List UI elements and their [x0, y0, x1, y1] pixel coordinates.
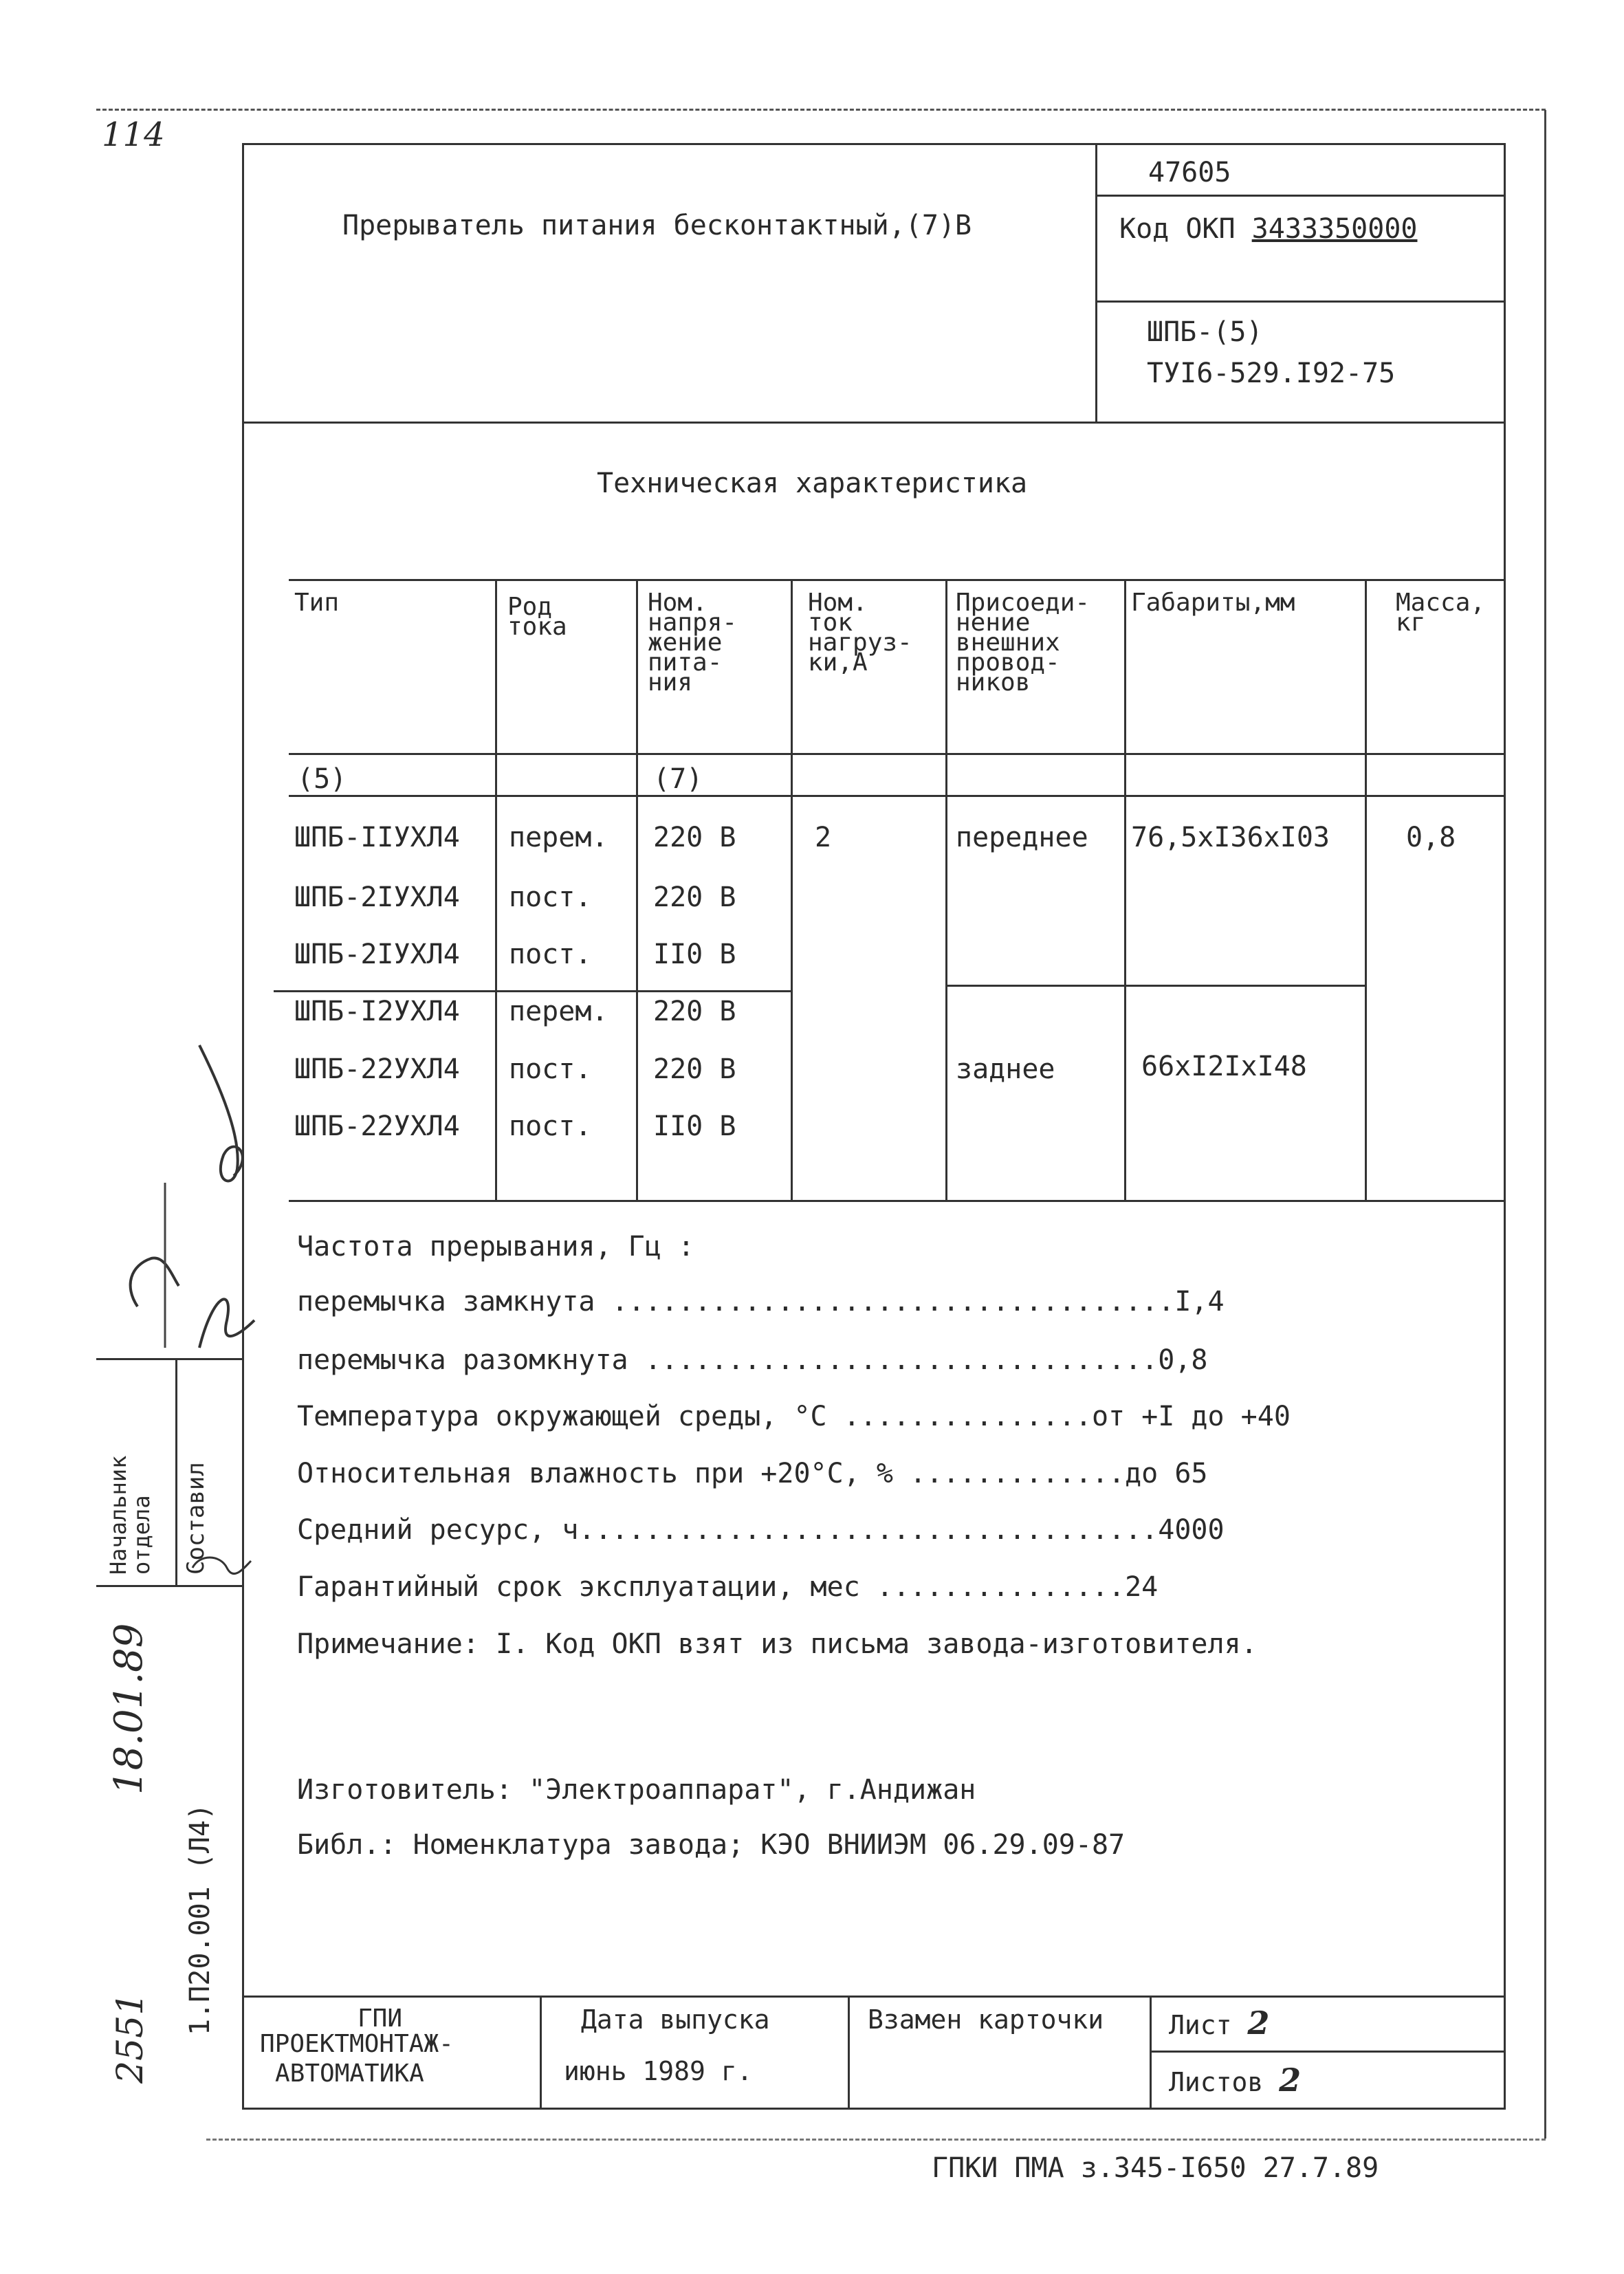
document-title: Прерыватель питания бесконтактный,(7)В: [342, 210, 972, 241]
footer-org-line: ПРОЕКТМОНТАЖ-: [260, 2030, 454, 2058]
margin-inv-number: 2551: [110, 1992, 151, 2084]
replaces-card-label: Взамен карточки: [868, 2004, 1104, 2035]
signature-marks: [96, 963, 261, 1685]
header-current-kind: Род тока: [507, 593, 567, 641]
header-dimensions: Габариты,мм: [1131, 589, 1295, 617]
sheets-count: [1169, 2062, 1301, 2099]
header-line-2: [1095, 300, 1504, 303]
table-cell-type: ШПБ-I2УХЛ4: [294, 996, 460, 1027]
table-group-divider-right: [945, 985, 1365, 987]
signature-stroke: [193, 1557, 251, 1574]
table-cell-voltage: II0 В: [653, 939, 736, 970]
table-cell-voltage: 220 В: [653, 882, 736, 913]
table-cell-current: перем.: [509, 822, 608, 853]
table-cell-current: перем.: [509, 996, 608, 1027]
header-divider: [1095, 143, 1097, 424]
sheet-value: 2: [1247, 2004, 1270, 2042]
connection-front: переднее: [956, 822, 1088, 853]
header-line-1: [1095, 195, 1504, 197]
footer-col-1: [540, 1996, 542, 2108]
spec-line: Гарантийный срок эксплуатации, мес ...............24: [297, 1571, 1159, 1603]
signature-stroke: [131, 1258, 179, 1307]
load-current-value: 2: [815, 822, 832, 853]
product-designation: ШПБ-(5): [1147, 316, 1263, 348]
header-bottom: [242, 422, 1506, 424]
bottom-stamp: ГПКИ ПМА з.345-I650 27.7.89: [932, 2152, 1379, 2184]
signature-stroke: [199, 1045, 243, 1181]
spec-line: Относительная влажность при +20°С, % .............до 65: [297, 1458, 1208, 1489]
header-type: Тип: [294, 589, 340, 617]
table-col-2: [636, 579, 638, 1200]
sheets-label: Листов: [1169, 2067, 1264, 2097]
signature-stroke: [199, 1299, 254, 1348]
section-title: Техническая характеристика: [597, 468, 1028, 499]
note-line: Примечание: I. Код ОКП взят из письма завода-изготовителя.: [297, 1628, 1258, 1660]
param-type: (5): [297, 763, 347, 795]
table-col-1: [495, 579, 497, 1200]
footer-org-line: ГПИ: [358, 2004, 403, 2033]
spec-line: перемычка замкнута ..................................I,4: [297, 1286, 1225, 1318]
table-col-5: [1124, 579, 1126, 1200]
margin-dept-head: Начальник отдела: [105, 1455, 155, 1575]
table-cell-current: пост.: [509, 1053, 592, 1085]
bibliography-line: Библ.: Номенклатура завода; КЭО ВНИИЭМ 06.29.09-87: [297, 1829, 1126, 1861]
table-cell-type: ШПБ-22УХЛ4: [294, 1053, 460, 1085]
mass-value: 0,8: [1406, 822, 1456, 853]
manufacturer-line: Изготовитель: "Электроаппарат", г.Андижан: [297, 1774, 976, 1806]
table-header-bottom: [289, 753, 1504, 755]
table-group-divider-left: [274, 990, 793, 992]
margin-compiled: Составил: [182, 1462, 210, 1575]
tech-spec-number: ТУI6-529.I92-75: [1147, 358, 1396, 389]
okp-code: [1119, 213, 1417, 245]
param-voltage: (7): [653, 763, 703, 795]
table-cell-current: пост.: [509, 1111, 592, 1142]
spec-line: Температура окружающей среды, °С ...............от +I до +40: [297, 1401, 1291, 1432]
table-cell-type: ШПБ-2IУХЛ4: [294, 939, 460, 970]
table-col-6: [1365, 579, 1367, 1200]
margin-doc-code: 1.П20.001 (Л4): [184, 1803, 216, 2035]
table-col-4: [945, 579, 947, 1200]
footer-col-2: [848, 1996, 850, 2108]
outer-border-top: [96, 109, 1546, 111]
frame-bottom: [242, 2108, 1506, 2110]
table-cell-voltage: II0 В: [653, 1111, 736, 1142]
table-cell-voltage: 220 В: [653, 1053, 736, 1085]
table-param-bottom: [289, 795, 1504, 797]
frame-right: [1504, 143, 1506, 2110]
release-date-value: июнь 1989 г.: [564, 2056, 753, 2086]
card-number: 47605: [1148, 157, 1231, 188]
okp-label: Код ОКП: [1119, 213, 1252, 245]
table-cell-type: ШПБ-22УХЛ4: [294, 1111, 460, 1142]
table-cell-voltage: 220 В: [653, 822, 736, 853]
corner-mark: 114: [102, 116, 165, 154]
dimensions-rear: 66хI2IхI48: [1141, 1051, 1307, 1082]
header-connection: Присоеди- нение внешних провод- ников: [956, 589, 1090, 697]
table-cell-current: пост.: [509, 882, 592, 913]
spec-line: Частота прерывания, Гц :: [297, 1231, 694, 1262]
connection-rear: заднее: [956, 1053, 1055, 1085]
sheet-number: [1169, 2004, 1269, 2042]
spec-line: перемычка разомкнута ...............................0,8: [297, 1344, 1208, 1376]
outer-border-right: [1544, 110, 1546, 2139]
margin-date: 18.01.89: [107, 1623, 151, 1795]
spec-line: Средний ресурс, ч...................................4000: [297, 1514, 1225, 1546]
release-date-label: Дата выпуска: [581, 2004, 770, 2035]
table-cell-voltage: 220 В: [653, 996, 736, 1027]
footer-org-line: АВТОМАТИКА: [275, 2059, 424, 2088]
header-rated-voltage: Ном. напря- жение пита- ния: [648, 589, 738, 697]
header-mass: Масса, кг: [1396, 589, 1486, 637]
header-rated-current: Ном. ток нагруз- ки,А: [808, 589, 912, 677]
frame-top: [242, 143, 1506, 145]
table-cell-current: пост.: [509, 939, 592, 970]
table-cell-type: ШПБ-2IУХЛ4: [294, 882, 460, 913]
okp-number: 3433350000: [1251, 213, 1418, 245]
table-cell-type: ШПБ-IIУХЛ4: [294, 822, 460, 853]
table-top: [289, 579, 1504, 581]
sheets-value: 2: [1279, 2062, 1302, 2099]
footer-sheet-divider: [1150, 2051, 1506, 2053]
sheet-label: Лист: [1169, 2010, 1232, 2040]
footer-top: [242, 1996, 1506, 1998]
dimensions-front: 76,5хI36хI03: [1131, 822, 1330, 853]
table-bottom: [289, 1200, 1504, 1202]
table-col-3: [791, 579, 793, 1200]
outer-border-bottom: [206, 2139, 1546, 2141]
